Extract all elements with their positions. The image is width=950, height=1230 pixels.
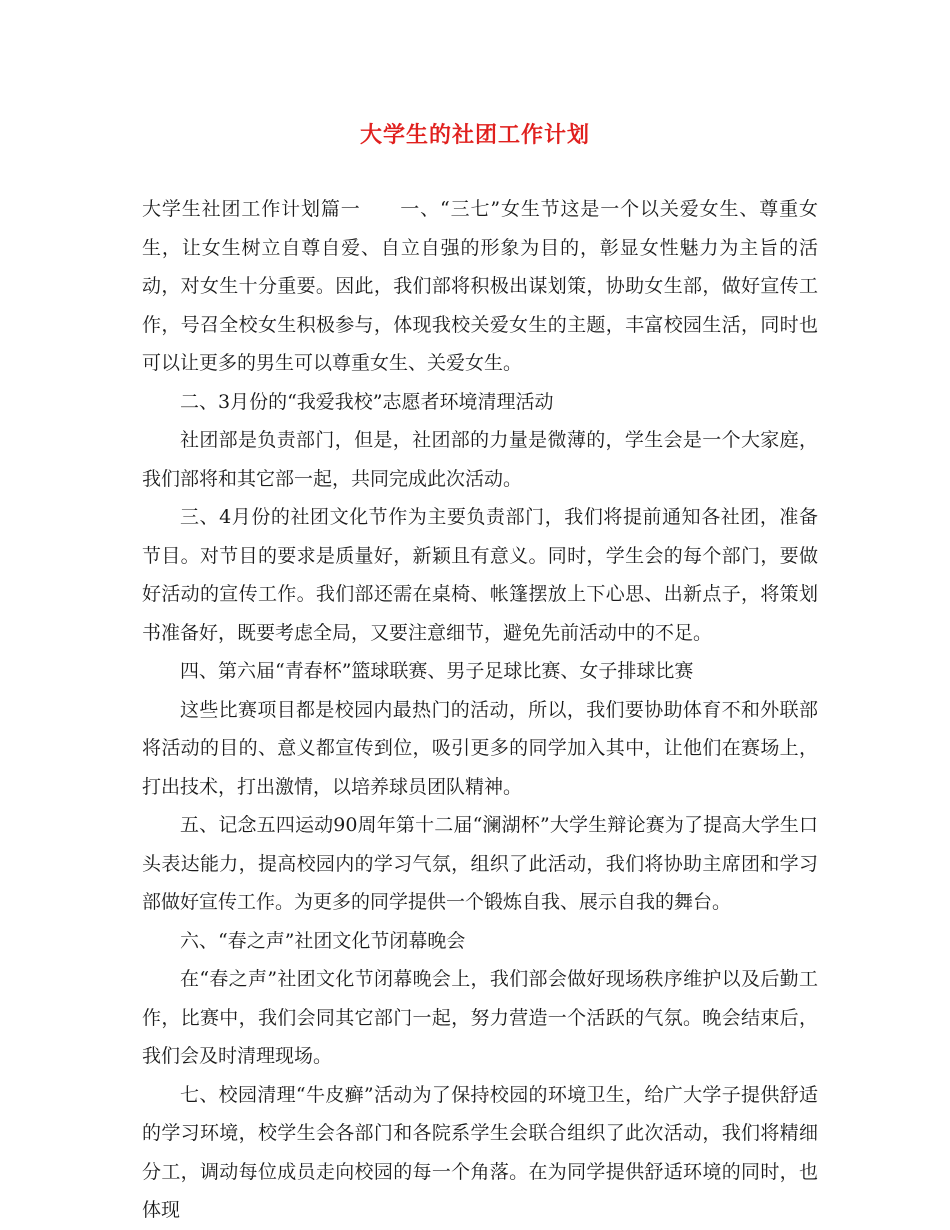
paragraph: 大学生社团工作计划篇一 一、“三七”女生节这是一个以关爱女生、尊重女生，让女生树立自尊自爱、自立自强的形象为目的，彰显女性魅力为主旨的活动，对女生十分重要。因此，我们部将积极出谋划策，协助女生部，做好宣传工作，号召全校女生积极参与，体现我校关爱女生的主题，丰富校园生活，同时也可以让更多的男生可以尊重女生、关爱女生。 [142,198,818,374]
paragraph: 社团部是负责部门，但是，社团部的力量是微薄的，学生会是一个大家庭，我们部将和其它部一起，共同完成此次活动。 [142,429,818,490]
paragraph: 六、“春之声”社团文化节闭幕晚会 [180,929,466,952]
paragraph: 五、记念五四运动90周年第十二届“澜湖杯”大学生辩论赛为了提高大学生口头表达能力，提高校园内的学习气氛，组织了此活动，我们将协助主席团和学习部做好宣传工作。为更多的同学提供一个锻炼自我、展示自我的舞台。 [142,814,818,913]
paragraph: 四、第六届“青春杯”篮球联赛、男子足球比赛、女子排球比赛 [180,660,694,682]
paragraph: 二、3月份的“我爱我校”志愿者环境清理活动 [180,390,554,413]
paragraph: 三、4月份的社团文化节作为主要负责部门，我们将提前通知各社团，准备节目。对节目的要求是质量好，新颖且有意义。同时，学生会的每个部门，要做好活动的宣传工作。我们部还需在桌椅、帐篷摆放上下心思、出新点子，将策划书准备好，既要考虑全局，又要注意细节，避免先前活动中的不足。 [142,506,818,644]
document-title: 大学生的社团工作计划 [359,122,590,148]
paragraph: 这些比赛项目都是校园内最热门的活动，所以，我们要协助体育不和外联部将活动的目的、意义都宣传到位，吸引更多的同学加入其中，让他们在赛场上，打出技术，打出激情，以培养球员团队精神。 [142,698,818,798]
document-body [142,190,818,1230]
paragraph: 在“春之声”社团文化节闭幕晚会上，我们部会做好现场秩序维护以及后勤工作，比赛中，我们会同其它部门一起，努力营造一个活跃的气氛。晚会结束后，我们会及时清理现场。 [142,968,818,1067]
paragraph: 七、校园清理“牛皮癣”活动为了保持校园的环境卫生，给广大学子提供舒适的学习环境，校学生会各部门和各院系学生会联合组织了此次活动，我们将精细分工，调动每位成员走向校园的每一个角落。在为同学提供舒适环境的同时，也体现 [142,1083,818,1221]
